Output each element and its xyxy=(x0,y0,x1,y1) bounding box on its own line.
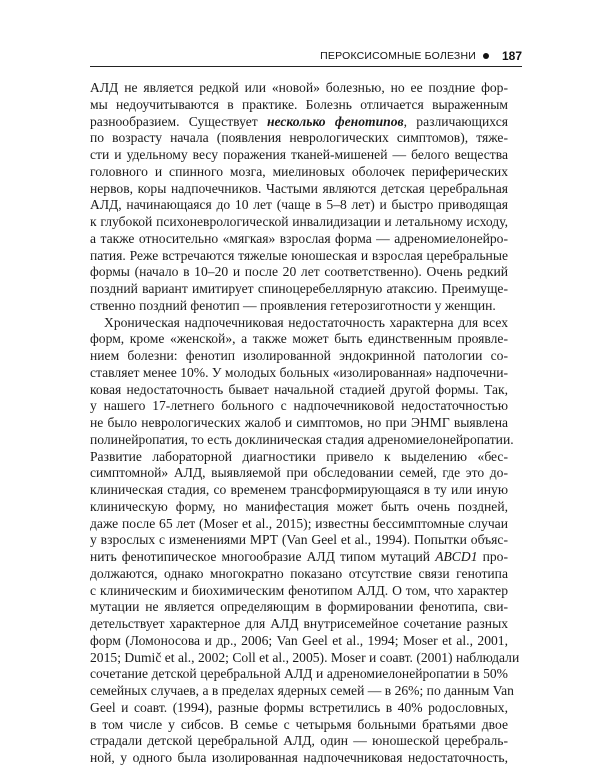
page-number: 187 xyxy=(501,49,522,63)
text-line: мы недоучитываются в практике. Болезнь отличается выраженным xyxy=(90,96,508,112)
text-line: мутации не является определяющим в формировании фенотипа, сви- xyxy=(90,599,508,615)
text-line: нием болезни: фенотип изолированной эндокринной патологии со- xyxy=(90,348,508,363)
text-line: ственно поздний фенотип — проявления гетерозиготности у женщин. xyxy=(90,297,496,313)
text-line: у нашего 17-летнего больного с надпочечниковой недостаточностью xyxy=(90,398,508,414)
text-line: формы (начало в 10–20 и после 20 лет соответственно). Очень редкий xyxy=(90,264,508,280)
text-line: симптомной» АЛД, выявляемой при обследовании семей, где это до- xyxy=(90,465,508,481)
text-line: клиническую форму, но манифестация может быть очень поздней, xyxy=(90,498,508,514)
text-line: АЛД не является редкой или «новой» болезнью, но ее поздние фор- xyxy=(90,80,508,95)
running-title: ПЕРОКСИСОМНЫЕ БОЛЕЗНИ xyxy=(320,50,476,62)
text-line: по возрасту начала (появления неврологических симптомов), тяже- xyxy=(90,130,508,146)
body-text xyxy=(90,80,520,767)
text-line: головного и спинного мозга, миелиновых оболочек периферических xyxy=(90,163,508,179)
text-run: разнообразием. Существует xyxy=(90,113,258,129)
text-line: ковая недостаточность бывает начальной стадией другой формы. Так, xyxy=(90,381,508,397)
text-line: форм, кроме «женской», а также может быть единственным проявле- xyxy=(90,331,508,347)
text-line: семейных случаев, а в пределах ядерных семей — в 26%; по данным Van xyxy=(90,683,514,698)
text-line: детельствует характерное для АЛД внутрисемейное сочетание разных xyxy=(90,616,508,631)
text-line: сочетание детской церебральной АЛД и адреномиелонейропатии в 50% xyxy=(90,666,508,682)
text-line: форм (Ломоносова и др., 2006; Van Geel et al., 1994; Moser et al., 2001, xyxy=(90,632,508,648)
text-run: , различающихся xyxy=(403,113,508,129)
text-run: нить фенотипическое многообразие АЛД типом мутаций xyxy=(90,549,431,564)
text-line: в том числе у сибсов. В семье с четырьмя больными братьями двое xyxy=(90,716,508,732)
text-line: к глубокой психоневрологической инвалидизации и летальному исходу, xyxy=(90,214,508,229)
text-line: даже после 65 лет (Moser et al., 2015); известны бессимптомные случаи xyxy=(90,515,508,531)
text-line: клиническая стадия, со временем трансформирующаяся в ту или иную xyxy=(90,482,508,497)
text-line: ставляет менее 10%. У молодых больных «изолированная» надпочечни- xyxy=(90,364,509,380)
gene-name: ABCD1 xyxy=(435,549,478,564)
text-line: должаются, однако многократно показано отсутствие связи генотипа xyxy=(90,565,508,581)
text-line xyxy=(90,549,508,566)
text-line: страдали детской церебральной АЛД, один — юношеской церебраль- xyxy=(90,733,508,749)
text-line: патия. Реже встречаются тяжелые юношеская и взрослая церебральные xyxy=(90,247,508,263)
emphasized-term: несколько фенотипов xyxy=(266,113,404,129)
text-line xyxy=(90,114,508,131)
text-line: полинейропатия, то есть доклиническая стадия адреномиелонейропатии. xyxy=(90,431,514,447)
text-line: не было неврологических жалоб и симптомов, но при ЭНМГ выявлена xyxy=(90,415,508,430)
text-line: АЛД, начинающаяся до 10 лет (чаще в 5–8 лет) и быстро приводящая xyxy=(90,197,508,213)
text-run: про- xyxy=(477,549,508,564)
text-line: у взрослых с изменениями МРТ (Van Geel et al., 1994). Попытки объяс- xyxy=(90,532,508,548)
text-line: Развитие лабораторной диагностики привело к выделению «бес- xyxy=(90,448,508,464)
text-line: 2015; Dumič et al., 2002; Coll et al., 2005). Moser и соавт. (2001) наблюдали xyxy=(90,649,520,665)
running-header xyxy=(90,50,522,67)
bullet-dot-icon xyxy=(483,53,489,59)
text-line: сти и удельному весу поражения тканей-мишеней — белого вещества xyxy=(90,147,508,162)
text-line: нервов, коры надпочечников. Частыми являются детская церебральная xyxy=(90,180,508,196)
text-line: Geel и соавт. (1994), разные формы встретились в 40% родословных, xyxy=(90,699,508,715)
text-line: поздний вариант имитирует спиноцеребеллярную атаксию. Преимуще- xyxy=(90,281,508,296)
text-line: а также относительно «мягкая» взрослая форма — адреномиелонейро- xyxy=(90,230,508,246)
text-line: Хроническая надпочечниковая недостаточность характерна для всех xyxy=(104,314,508,330)
text-line: ной, у одного была изолированная надпочечниковая недостаточность, xyxy=(90,750,508,765)
text-line: с клиническим и биохимическим фенотипом АЛД. О том, что характер xyxy=(90,582,508,598)
